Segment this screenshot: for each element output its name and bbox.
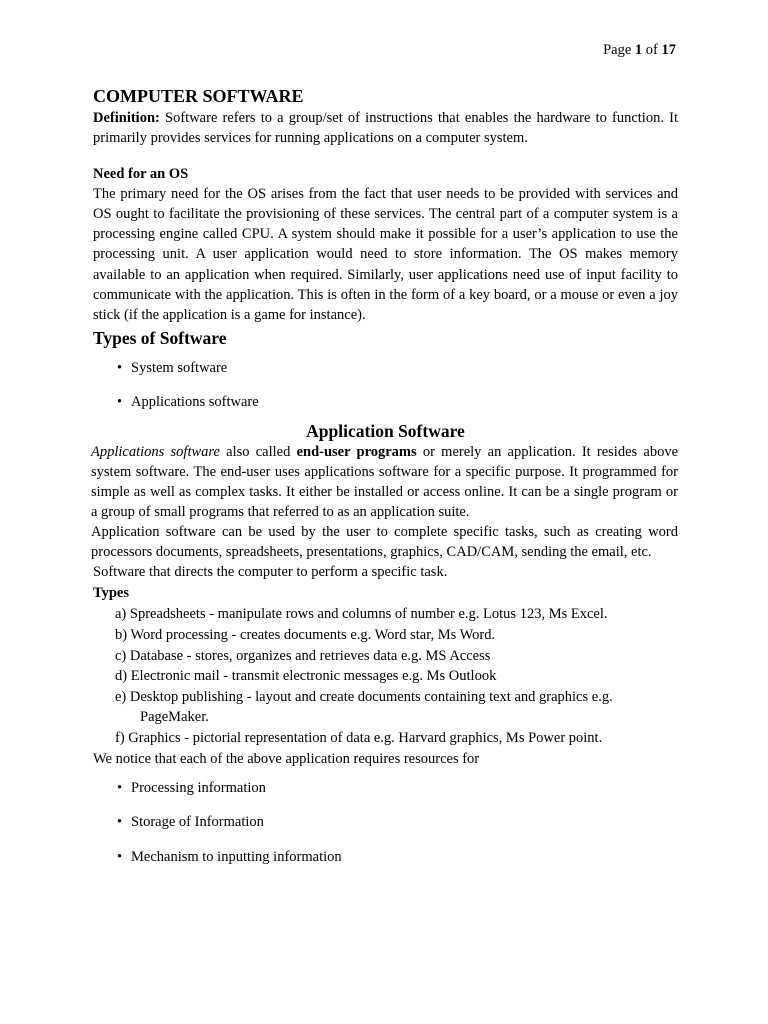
page-title: COMPUTER SOFTWARE (93, 86, 304, 106)
os-paragraph: The primary need for the OS arises from the fact that user needs to be provided with services and OS ought to facilitate the provisioning of these services. The central part of a computer system is a processing engine called CPU. A system should make it possible for a user’s application to use the processing unit. A user application would need to store information. The OS makes memory available to an application when required. Similarly, user applications need use of input facility to communicate with the application. This is often in the form of a key board, or a mouse or even a joy stick (if the application is a game for instance). (93, 186, 678, 323)
application-software-paragraph: Applications software also called end-user programs or merely an application. It resides above system software. The end-user uses applications software for a specific purpose. It programmed for simple as well as complex tasks. It either be installed or access online. It can be a single program or a group of small programs that referred to as an application suite. (91, 443, 678, 521)
list-item: e) Desktop publishing - layout and create documents containing text and graphics e.g. PageMaker. (115, 688, 613, 726)
list-item: d) Electronic mail - transmit electronic messages e.g. Ms Outlook (115, 668, 497, 685)
definition-paragraph: Definition: Software refers to a group/set of instructions that enables the hardware to function. It primarily provides services for running applications on a computer system. (93, 110, 678, 147)
list-item: • Storage of Information (117, 812, 678, 832)
list-item: • Processing information (117, 778, 678, 798)
types-of-software-heading: Types of Software (93, 327, 227, 348)
page-number: Page 1 of 17 (603, 42, 676, 58)
application-software-heading: Application Software (306, 420, 465, 441)
list-item: a) Spreadsheets - manipulate rows and columns of number e.g. Lotus 123, Ms Excel. (115, 606, 608, 623)
list-item: • System software (117, 358, 678, 378)
types-heading: Types (93, 585, 129, 602)
os-heading: Need for an OS (93, 166, 189, 183)
list-item: f) Graphics - pictorial representation of data e.g. Harvard graphics, Ms Power point. (115, 729, 603, 746)
software-types-list (93, 358, 678, 412)
resources-intro: We notice that each of the above application requires resources for (93, 750, 480, 767)
resources-list (93, 778, 678, 867)
application-usage-paragraph: Application software can be used by the user to complete specific tasks, such as creating word processors documents, spreadsheets, presentations, graphics, CAD/CAM, sending the email, etc. (91, 524, 678, 561)
list-item: b) Word processing - creates documents e.g. Word star, Ms Word. (115, 627, 496, 643)
software-directs-line: Software that directs the computer to perform a specific task. (93, 564, 448, 581)
document-body (93, 84, 678, 867)
list-item: • Mechanism to inputting information (117, 847, 678, 867)
application-types-list (93, 604, 678, 748)
list-item: c) Database - stores, organizes and retrieves data e.g. MS Access (115, 647, 491, 664)
list-item: • Applications software (117, 392, 678, 412)
